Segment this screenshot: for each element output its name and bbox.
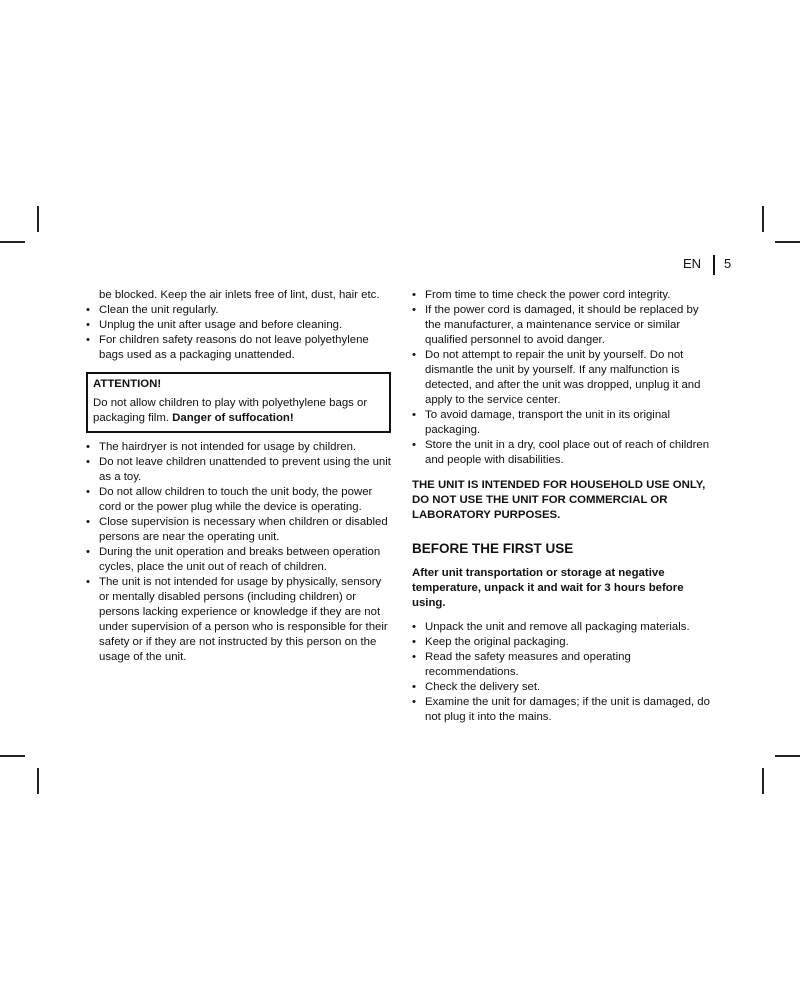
safety-list-1: [86, 303, 391, 363]
safety-list-3: [412, 288, 712, 468]
attention-body: Do not allow children to play with polyethylene bags or packaging film.: [93, 397, 368, 424]
attention-text: [93, 396, 384, 426]
first-use-list: [412, 620, 712, 725]
crop-mark: [0, 241, 25, 243]
list-item: • Unpack the unit and remove all packaging materials.: [412, 620, 712, 635]
header-divider: [713, 255, 715, 275]
list-item: • Close supervision is necessary when children or disabled persons are near the operating unit.: [86, 515, 391, 545]
list-item: • The hairdryer is not intended for usage by children.: [86, 440, 391, 455]
attention-title: ATTENTION!: [93, 378, 162, 390]
list-item: • During the unit operation and breaks between operation cycles, place the unit out of reach of children.: [86, 545, 391, 575]
list-item: • Read the safety measures and operating recommendations.: [412, 650, 712, 680]
list-item: • Examine the unit for damages; if the unit is damaged, do not plug it into the mains.: [412, 695, 712, 725]
crop-mark: [37, 206, 39, 232]
list-item: • For children safety reasons do not leave polyethylene bags used as a packaging unattended.: [86, 333, 391, 363]
crop-mark: [775, 241, 800, 243]
section-lead: After unit transportation or storage at negative temperature, unpack it and wait for 3 hours before using.: [412, 567, 684, 609]
language-code: EN: [683, 256, 702, 271]
list-item: • Check the delivery set.: [412, 680, 712, 695]
list-item: • Do not allow children to touch the unit body, the power cord or the power plug while the device is operating.: [86, 485, 391, 515]
page-number: 5: [724, 256, 732, 271]
attention-emphasis: Danger of suffocation!: [172, 412, 294, 424]
attention-box: [86, 372, 391, 433]
left-column: [86, 288, 391, 665]
list-item: • Store the unit in a dry, cool place out of reach of children and people with disabilities.: [412, 438, 712, 468]
safety-list-2: [86, 440, 391, 665]
crop-mark: [37, 768, 39, 794]
crop-mark: [775, 755, 800, 757]
household-use-notice: THE UNIT IS INTENDED FOR HOUSEHOLD USE ONLY, DO NOT USE THE UNIT FOR COMMERCIAL OR LABORATORY PURPOSES.: [412, 479, 706, 521]
section-title: BEFORE THE FIRST USE: [412, 541, 574, 556]
list-item: • Do not leave children unattended to prevent using the unit as a toy.: [86, 455, 391, 485]
crop-mark: [762, 768, 764, 794]
list-item: • To avoid damage, transport the unit in its original packaging.: [412, 408, 712, 438]
right-column: [412, 288, 712, 725]
crop-mark: [762, 206, 764, 232]
list-item: • Unplug the unit after usage and before cleaning.: [86, 318, 391, 333]
list-item: • Do not attempt to repair the unit by yourself. Do not dismantle the unit by yourself. If any malfunction is detected, and after the unit was dropped, unplug it and apply to the service center.: [412, 348, 712, 408]
list-item: • From time to time check the power cord integrity.: [412, 288, 712, 303]
intro-continuation: be blocked. Keep the air inlets free of lint, dust, hair etc.: [99, 289, 380, 301]
list-item: • The unit is not intended for usage by physically, sensory or mentally disabled persons (including children) or persons lacking experience or knowledge if they are not under supervision of a person who is responsible for their safety or if they are not instructed by this person on the usage of the unit.: [86, 575, 391, 665]
crop-mark: [0, 755, 25, 757]
list-item: • Clean the unit regularly.: [86, 303, 391, 318]
list-item: • If the power cord is damaged, it should be replaced by the manufacturer, a maintenance service or similar qualified personnel to avoid danger.: [412, 303, 712, 348]
list-item: • Keep the original packaging.: [412, 635, 712, 650]
